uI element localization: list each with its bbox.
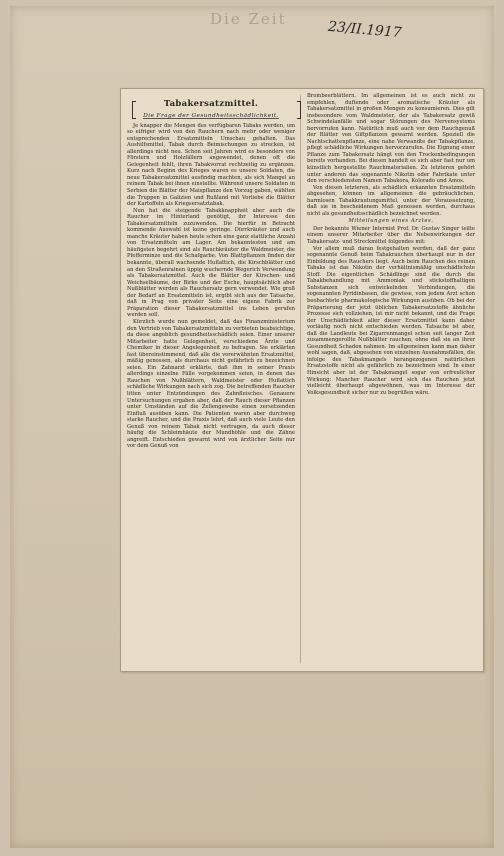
paragraph: Vor allem muß daran festgehalten werden, daß der ganz sogenannte Genuß beim Tabakrauchen überhaupt nur in der Einbildung des Rauchers liegt. Auch beim Rauchen des reinen Tabaks ist das Nikotin der verhältnismäßig unschädlichste Stoff. Die eigentlichen Schädlinge sind die durch die Tabakbehandlung mit Ammoniak und stickstoffhaltigen Substanzen sich entwickelnden Verbindungen, die sogenannten Pyridinbasen, die gewisse, vom jedem Arzt schon beobachtete pharmakologische Wirkungen ausüben. Ob bei der Präparierung der jetzt üblichen Tabakersatzstoffe ähnliche Prozesse sich vollziehen, ist mir nicht bekannt, und die Frage der Unschädlichkeit aller dieser Ersatzmittel kann daher vorläufig noch nicht entschieden werden. Tatsache ist aber, daß die Landleute bei Zigarrenmangel schon seit langer Zeit zusammengerollte Nußblätter rauchen, ohne daß sie an ihrer Gesundheit Schaden nahmen. Im allgemeinen kann man daher wohl sagen, daß, abgesehen von einzelnen Ausnahmsfällen, die infolge des Tabakmangels herangezogenen natürlichen Ersatzstoffe nicht als gefährlich zu bezeichnen sind. In einer Hinsicht aber ist der Tabakmangel sogar von erfreulicher Wirkung: Mancher Raucher wird sich das Rauchen jetzt vielleicht überhaupt abgewöhnen, was im Interesse der Volksgesundheit sicher nur zu begrüßen wäre. <box>307 245 475 396</box>
article-title: Tabakersatzmittel. <box>163 99 259 109</box>
column-divider <box>300 95 301 663</box>
paragraph: Brombeerblättern. Im allgemeinen ist es auch nicht zu empfehlen, duftende oder aromatische Kräuter als Tabakersatzmittel in großen Mengen zu konsumieren. Dies gilt insbesondere vom Waldmeister, der als Tabakersatz gewiß Schwindelanfälle und sogar Störungen des Nervensystems hervorrufen kann. Natürlich muß auch vor dem Rauchgenuß der Blätter von Giftpflanzen gewarnt werden. Speziell die Nachtschattenpflanze, eine nahe Verwandte der Tabakpflanze, pflegt schädliche Wirkungen hervorzurufen. Die Eignung einer Pflanze zum Tabakersatz hängt von den Trockenbedingungen bereits vorhanden. Bei diesen handelt es sich aber fast nur um künstlich hergestellte Rauchmaterialien. Zu letzteren gehört unter anderen das sogenannte Nikotin oder Fabrikate unter den verschiedensten Namen Tabakora, Kolorado und Amos. <box>307 93 475 185</box>
newspaper-clipping <box>120 88 484 672</box>
right-column <box>307 93 475 396</box>
paragraph: Nun hat die steigende Tabakknappheit aber auch die Raucher im Hinterland genötigt, ihr Interesse den Tabakersatzmitteln zuzuwenden. Die hierfür in Betracht kommende Auswahl ist keine geringe. Dürrkräuter und auch manche Kräuter haben heute schon eine ganz stattliche Anzahl von Ersatzmitteln am Lager. Am bekanntesten und am häufigsten begehrt sind als Rauchkräuter die Waldmeister, die Pfefferminze und die Schafgarbe. Von Blattpflanzen finden der bekannte, überall wachsende Huflattich, die Kirschblätter und an den Straßenrainen üppig wuchernde Wegerich Verwendung als Tabakersatzmittel. Auch die Blätter der Kirschen- und Weichselbäume, der Birke und der Esche, hauptsächlich aber Nußblätter werden als Rauchersatz gern verwendet. Wie groß der Bedarf an Ersatzmitteln ist, ergibt sich aus der Tatsache, daß in Prag von privater Seite eine eigene Fabrik zur Präparation dieser Tabakersatzmittel ins Leben gerufen werden soll. <box>127 207 295 319</box>
paper-sheet <box>10 6 494 848</box>
section-heading: Mitteilungen eines Arztes. <box>348 218 434 225</box>
newspaper-stamp: Die Zeit <box>210 10 287 28</box>
paragraph: Kürzlich wurde nun gemeldet, daß das Finanzministerium den Vertrieb von Tabakersatzmitteln zu verbieten beabsichtige, da diese angeblich gesundheitsschädlich seien. Einer unserer Mitarbeiter hatte Gelegenheit, verschiedene Ärzte und Chemiker in dieser Angelegenheit zu befragen. Sie erklärten fast übereinstimmend, daß alle die vorerwähnten Ersatzmittel, mäßig genossen, als durchaus nicht gefährlich zu bezeichnen seien. Ein Zahnarzt erklärte, daß ihm in seiner Praxis allerdings einzelne Fälle vorgekommen seien, in denen das Rauchen von Nußblättern, Waldmeister oder Huflattich schädliche Wirkungen nach sich zog. Die betreffenden Raucher litten unter Entzündungen des Zahnfleisches. Genauere Untersuchungen ergaben aber, daß der Rauch dieser Pflanzen unter Umständen auf die Zellengewebe einen zersetzenden Einfluß ausüben kann. Die Patienten waren aber durchweg starke Raucher, und die Praxis lehrt, daß auch viele Leute den Genuß von reinem Tabak nicht vertragen, da auch dieser häufig die Schleimhäute der Mundhöhle und die Zähne angreift. Entschieden gewarnt wird von ärztlicher Seite nur vor dem Genuß von <box>127 318 295 450</box>
left-column <box>127 93 295 450</box>
paragraph: Der bekannte Wiener Internist Prof. Dr. Gustav Singer teilte einem unserer Mitarbeiter über die Nebenwirkungen der Tabakersatz- und Streckmittel folgendes mit: <box>307 225 475 246</box>
title-bracket-right <box>297 101 301 119</box>
paragraph: Je knapper die Mengen des verfügbaren Tabaks werden, um so eifriger wird von den Rauchern nach mehr oder weniger entsprechenden Ersatzmitteln Umschau gehalten. Das Aushilfsmittel, Tabak durch Beimischungen zu strecken, ist allerdings nicht neu. Schon seit Jahren wird es besonders von Förstern und Holzfällern angewendet, denen oft die Gelegenheit fehlt, ihren Tabakvorrat rechtzeitig zu ergänzen. Kurz nach Beginn des Krieges waren es unsere Soldaten, die neue Tabakersatzmittel ausfindig machten, als sich Mangel an reinem Tabak bei ihnen einstellte. Während unsere Soldaten in Serbien die Blätter der Maispflanze den Vorzug gaben, wählten die Truppen in Galizien und Rußland mit Vorliebe die Blätter der Kartoffeln als Kriegsersatztabak. <box>127 122 295 208</box>
title-bracket-left <box>132 101 136 119</box>
handwritten-date: 23/II.1917 <box>327 18 403 42</box>
paragraph: Von diesen letzteren, als schädlich erkannten Ersatzmitteln abgesehen, können im allgemeinen die gebräuchlichen, harmlosen Tabakkrautungsmittel, unter der Voraussetzung, daß sie in bescheidenem Maß genossen werden, durchaus nicht als gesundheitsschädlich bezeichnet werden. <box>307 184 475 217</box>
article-subtitle: Die Frage der Gesundheitsschädlichkeit. <box>143 113 279 119</box>
